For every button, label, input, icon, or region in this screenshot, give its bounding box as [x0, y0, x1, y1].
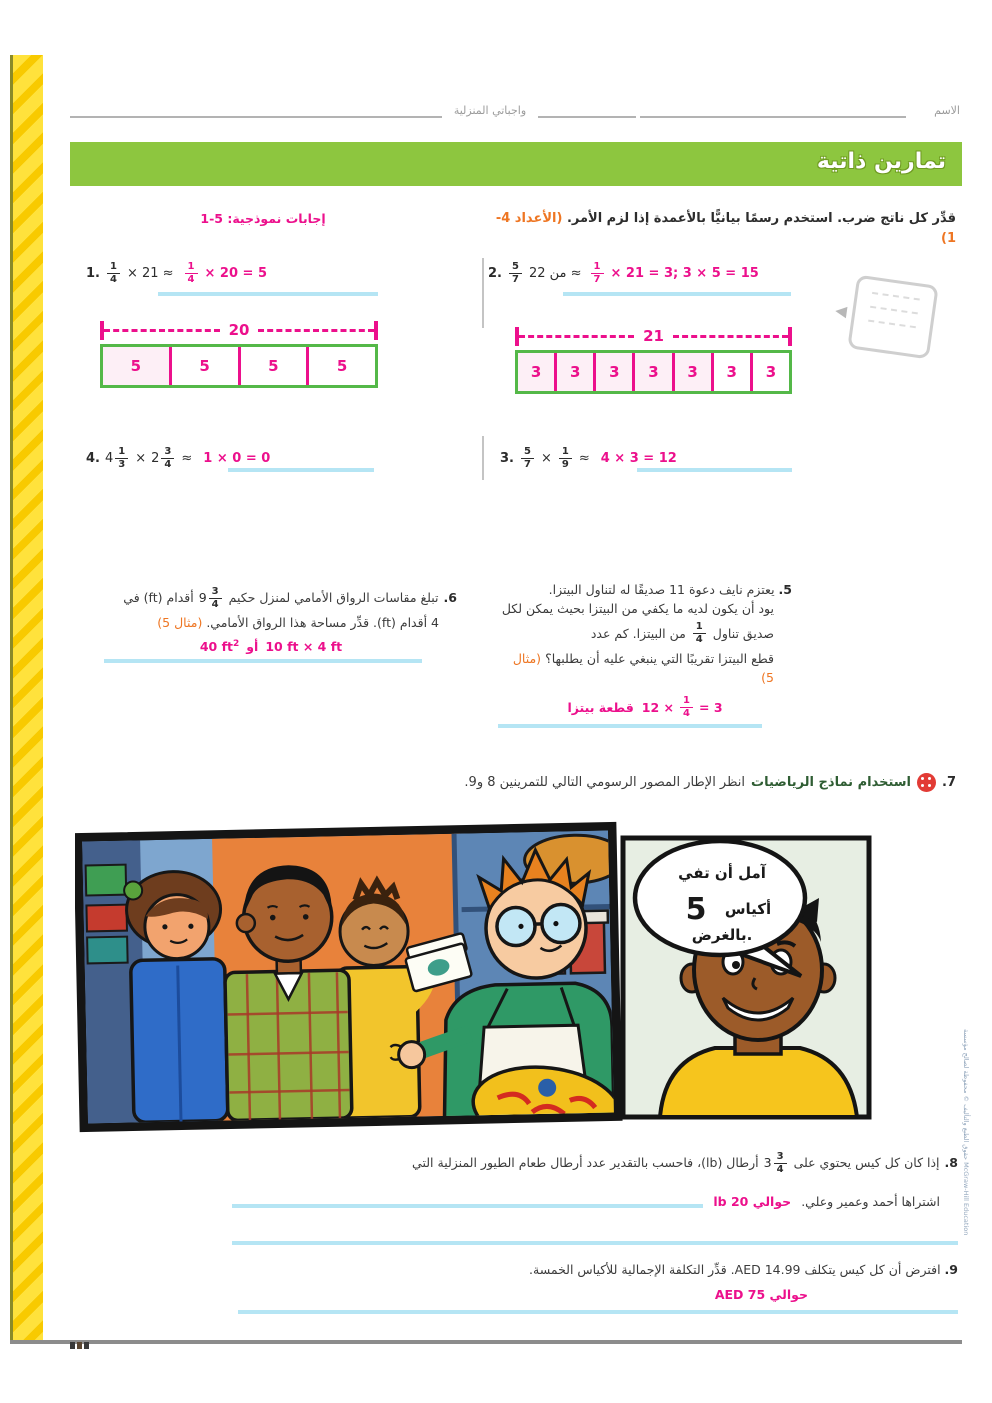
bar-cell: 3: [711, 353, 750, 391]
helper-note-icon: [834, 275, 939, 360]
answer-blank-9: [238, 1310, 958, 1314]
fraction: $\frac{1}{4}$: [680, 696, 693, 719]
answer-blank-5: [498, 724, 762, 728]
fraction: $\frac{1}{4}$: [107, 262, 120, 285]
bar-cell: 5: [306, 347, 375, 385]
answer-8: حوالي 20 lb: [713, 1194, 792, 1209]
practice-reference: (الأعداد 4-1): [495, 211, 956, 247]
fraction: $\frac{1}{7}$: [591, 262, 604, 285]
bar-cell: 3: [554, 353, 593, 391]
column-divider: [482, 258, 484, 328]
answer-2: $\frac{1}{7}$ × 21 = 3; 3 × 5 = 15: [589, 262, 759, 285]
answer-5-equation: 12 × $\frac{1}{4}$ = 3: [641, 695, 723, 719]
question-8-line-1: 8. إذا كان كل كيس يحتوي على 3 3 4 أرطال (lb)، فاحسب بالتقدير عدد أرطال طعام الطيور المنزلية التي: [412, 1150, 958, 1175]
answer-blank-8: [232, 1204, 703, 1208]
homework-label: واجباتي المنزلية: [453, 104, 527, 117]
question-number: 1.: [86, 265, 100, 281]
question-9: [238, 1260, 958, 1314]
fraction: $\frac{1}{9}$: [559, 447, 572, 470]
header-line-left: [70, 116, 442, 118]
question-1: [86, 252, 267, 294]
answer-blank-4: [228, 468, 374, 472]
question-8: [232, 1148, 958, 1245]
girl-character: [124, 871, 228, 1123]
section-title-bar: [70, 142, 962, 186]
question-9-line-1: 9. افترض أن كل كيس يتكلف AED 14.99. قدِّر التكلفة الإجمالية للأكياس الخمسة.: [529, 1262, 958, 1277]
question-2: [488, 252, 759, 294]
practice-heading: استخدام نماذج الرياضيات: [751, 775, 911, 790]
example-reference: (مثال 5): [512, 650, 774, 686]
section-title: تمارين ذاتية: [816, 149, 946, 174]
left-arrow-icon: ◀: [834, 301, 849, 321]
sample-answers-note: إجابات نموذجية: 5-1: [200, 211, 326, 226]
expression: من 22 ≈: [528, 265, 582, 281]
mixed-number: 9 3 4: [199, 587, 224, 610]
measure-line: [100, 320, 378, 340]
fraction: $\frac{1}{4}$: [185, 262, 198, 285]
fraction: 1 4: [693, 622, 706, 645]
answer-blank-6: [104, 659, 422, 663]
question-5: 5. يعتزم نايف دعوة 11 صديقًا له لتناول البيتزا. يود أن يكون لديه ما يكفي من البيتزا بحيث يمكن لكل صديق تناول 1 4 من البيتزا. كم عدد قطع البيتزا تقريبًا التي ينبغي عليه أن يطلبها؟ (مثال 5) 12 × $\frac{1}{4}$ = 3 قطعة بيتزا: [498, 580, 792, 728]
fraction: $\frac{5}{7}$: [521, 447, 534, 470]
question-6-line-2: 4 أقدام (ft). قدِّر مساحة هذا الرواق الأمامي. (مثال 5): [157, 615, 439, 630]
math-practice-icon: [917, 773, 936, 792]
question-number: 4.: [86, 450, 100, 466]
answer-6-area: 40 $ft^2$: [199, 639, 240, 655]
question-6-line-1: 6. تبلغ مقاسات الرواق الأمامي لمنزل حكيم 9 3 4 أقدام (ft) في: [123, 585, 457, 610]
cartoon-right-panel: [623, 838, 869, 1117]
bar: [100, 344, 378, 388]
copyright-vertical-text: حقوق الطبع والتأليف © محفوظة لصالح مؤسسة McGraw-Hill Education: [962, 1029, 970, 1236]
question-8-line-2: اشتراها أحمد وعمير وعلي.: [801, 1194, 940, 1209]
cartoon-left-panel: [78, 826, 631, 1135]
question-5-line-2: يود أن يكون لديه ما يكفي من البيتزا بحيث يمكن لكل: [501, 601, 774, 617]
speech-line-1: آمل أن تفي: [678, 864, 766, 882]
question-5-line-1: يعتزم نايف دعوة 11 صديقًا له لتناول البيتزا.: [548, 582, 775, 597]
instruction-text: قدِّر كل ناتج ضرب. استخدم رسمًا بيانيًّا بالأعمدة إذا لزم الأمر. (الأعداد 4-1): [495, 211, 956, 247]
answer-blank-1: [158, 292, 378, 296]
answer-4: 1 × 0 = 0: [203, 450, 271, 466]
page-footer-rule: [10, 1340, 962, 1344]
question-3: 3. $\frac{5}{7}$ × $\frac{1}{9}$ ≈ 4 × 3 = 12: [500, 445, 677, 470]
mixed-number: 3 3 4: [764, 1152, 789, 1175]
bar-cell: 3: [672, 353, 711, 391]
bar-diagram-21: [515, 326, 792, 394]
question-number: 3.: [500, 450, 514, 466]
bar-cell: 5: [169, 347, 238, 385]
measure-tick: [374, 321, 378, 340]
answer-blank-8b: [232, 1241, 958, 1245]
answer-blank-3: [637, 468, 792, 472]
question-7-text: انظر الإطار المصور الرسومي التالي للتمرينين 8 و9.: [464, 775, 746, 790]
measure-tick: [788, 327, 792, 346]
answer-6: 10 ft × 4 ft أو 40 $ft^2$: [85, 637, 457, 656]
question-5-line-3: صديق تناول 1 4 من البيتزا. كم عدد: [590, 621, 774, 646]
bar-cell: 3: [518, 353, 554, 391]
glasses-lens: [542, 904, 581, 943]
answer-9: حوالي AED 75: [714, 1287, 808, 1303]
page-number-smudge: [70, 1334, 91, 1353]
example-reference: (مثال 5): [157, 615, 203, 630]
answer-blank-2: [563, 292, 791, 296]
name-blank-line: [640, 116, 906, 118]
measure-line: [515, 326, 792, 346]
answer-5-label: قطعة بيتزا: [567, 699, 634, 715]
bar-cell: 5: [103, 347, 169, 385]
answer-5: [498, 694, 792, 722]
cartoon-illustration: [75, 820, 875, 1135]
bar-cell: 3: [632, 353, 671, 391]
bar-cell: 3: [750, 353, 789, 391]
mixed-number: 2 3 4: [151, 447, 176, 470]
answer-3: 4 × 3 = 12: [600, 450, 677, 466]
expression: × 21 ≈: [126, 265, 174, 281]
question-6: [85, 583, 457, 663]
question-8-answer-row: [232, 1192, 958, 1211]
question-7: 7. استخدام نماذج الرياضيات انظر الإطار المصور الرسومي التالي للتمرينين 8 و9.: [464, 775, 956, 790]
speech-word: أكياس: [724, 900, 772, 918]
glasses-lens: [497, 907, 536, 946]
answer-1: $\frac{1}{4}$ × 20 = 5: [183, 262, 267, 285]
fraction: 5 7: [509, 262, 522, 285]
column-divider: [482, 436, 484, 480]
question-4: 4. 4 1 3 × 2 3 4 ≈ 1 × 0 = 0: [86, 445, 271, 470]
bar-cell: 5: [238, 347, 307, 385]
measure-total: 20: [228, 321, 250, 339]
speech-number: 5: [685, 892, 707, 927]
bar-cell: 3: [593, 353, 632, 391]
bar: [515, 350, 792, 394]
header-line-mid: [538, 116, 636, 118]
measure-total: 21: [643, 327, 664, 345]
mixed-number: 4 1 3: [105, 447, 130, 470]
question-5-line-4: قطع البيتزا تقريبًا التي ينبغي عليه أن يطلبها؟ (مثال 5): [512, 650, 774, 686]
bar-diagram-20: [100, 320, 378, 388]
left-stripe-border: [10, 55, 43, 1342]
speech-line-3: بالغرض.: [691, 926, 753, 944]
question-number: 2.: [488, 265, 502, 281]
name-label: الاسم: [934, 104, 960, 117]
